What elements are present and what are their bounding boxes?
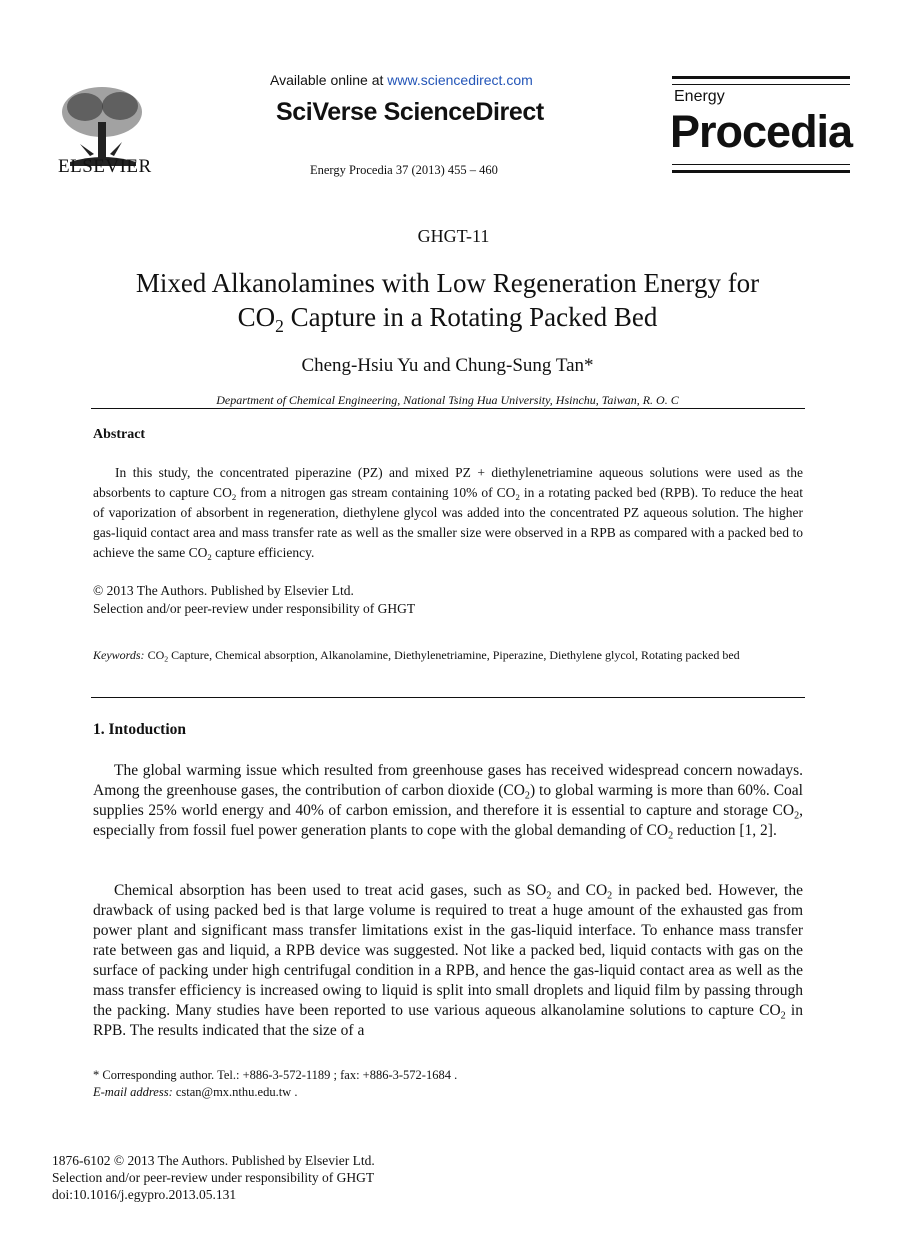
- issn-copyright: 1876-6102 © 2013 The Authors. Published by Elsevier Ltd.: [52, 1153, 375, 1168]
- divider: [91, 408, 805, 409]
- email-note: E-mail address: cstan@mx.nthu.edu.tw .: [93, 1085, 298, 1099]
- paper-title: Mixed Alkanolamines with Low Regeneration Energy for $CO_2$ Capture in a Rotating Packed Bed: [135, 268, 760, 337]
- journal-logo-rule: [672, 170, 850, 173]
- abstract-heading: Abstract: [93, 427, 146, 442]
- publisher-name: ELSEVIER: [58, 156, 152, 177]
- sciverse-logo-text: SciVerse ScienceDirect: [276, 98, 544, 126]
- doi[interactable]: doi:10.1016/j.egypro.2013.05.131: [52, 1187, 237, 1202]
- conference-name: GHGT-11: [417, 226, 490, 246]
- divider: [91, 697, 805, 698]
- corresponding-author-note: * Corresponding author. Tel.: +886-3-572-1189 ; fax: +886-3-572-1684 .: [93, 1068, 458, 1082]
- journal-logo-rule: [672, 164, 850, 165]
- keywords: Keywords: $CO_2$ Capture, Chemical absorption, Alkanolamine, Diethylenetriamine, Piperazine, Diethylene glycol, Rotating packed bed: [93, 648, 740, 664]
- available-online: Available online at www.sciencedirect.com: [270, 72, 533, 88]
- section-heading: 1. Intoduction: [93, 721, 187, 738]
- sciencedirect-link[interactable]: www.sciencedirect.com: [387, 72, 533, 88]
- paragraph: The global warming issue which resulted from greenhouse gases has received widespread concern nowadays. Among the greenhouse gases, the contribution of carbon dioxide $(CO_2)$ to global warming is more than 60%. Coal supplies 25% world energy and 40% of carbon emission, and therefore it is essential to capture and storage $CO_2$, especially from fossil fuel power generation plants to cope with the global demanding of $CO_2$ reduction [1, 2].: [93, 762, 803, 842]
- abstract-text: In this study, the concentrated piperazine (PZ) and mixed PZ + diethylenetriamine aqueous solutions were used as the absorbents to capture $CO_2$ from a nitrogen gas stream containing 10% of $CO_2$ in a rotating packed bed (RPB). To reduce the heat of vaporization of absorbent in regeneration, diethylene glycol was added into the concentrated PZ aqueous solution. The higher gas-liquid contact area and mass transfer rate as well as the smaller size were observed in a RPB as compared with a packed bed to achieve the same $CO_2$ capture efficiency.: [93, 465, 803, 563]
- copyright-line: © 2013 The Authors. Published by Elsevier Ltd.: [93, 583, 354, 598]
- peer-review-footer: Selection and/or peer-review under responsibility of GHGT: [52, 1170, 375, 1185]
- affiliation: Department of Chemical Engineering, National Tsing Hua University, Hsinchu, Taiwan, R. O. C: [216, 393, 679, 407]
- journal-logo-energy: Energy: [674, 88, 725, 105]
- peer-review-line: Selection and/or peer-review under responsibility of GHGT: [93, 601, 416, 616]
- authors: Cheng-Hsiu Yu and Chung-Sung Tan*: [301, 355, 594, 376]
- journal-logo-rule: [672, 84, 850, 85]
- journal-reference: Energy Procedia 37 (2013) 455 – 460: [310, 163, 498, 177]
- journal-logo-procedia: Procedia: [670, 106, 853, 157]
- paragraph: Chemical absorption has been used to treat acid gases, such as $SO_2$ and $CO_2$ in packed bed. However, the drawback of using packed bed is that large volume is required to treat a huge amount of the exhausted gas from power plant and significant mass transfer limitations exist in the gas-liquid interface. To enhance mass transfer rate between gas and liquid, a RPB device was suggested. Not like a packed bed, liquid contacts with gas on the surface of packing under high centrifugal condition in a RPB, and hence the gas-liquid contact area as well as the mass transfer efficiency is increased owing to liquid is split into small droplets and liquid film by passing through the packing. Many studies have been reported to use various aqueous alkanolamine solutions to capture $CO_2$ in RPB. The results indicated that the size of a: [93, 882, 803, 1039]
- email-address[interactable]: cstan@mx.nthu.edu.tw .: [172, 1085, 298, 1099]
- journal-logo-rule: [672, 76, 850, 79]
